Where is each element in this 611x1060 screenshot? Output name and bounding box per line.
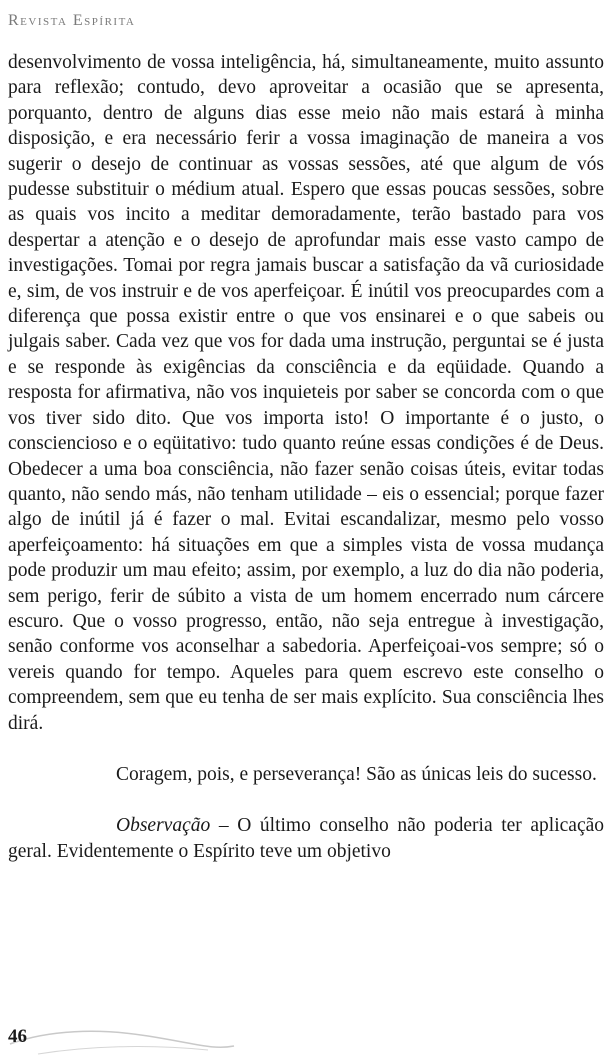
page-number: 46 <box>8 1026 27 1047</box>
document-page <box>8 0 604 1060</box>
page-flourish-ornament <box>8 1020 238 1060</box>
paragraph-encouragement: Coragem, pois, e perseverança! São as únicas leis do sucesso. <box>116 763 597 785</box>
running-head: Revista Espírita <box>8 12 136 29</box>
paragraph-main: desenvolvimento de vossa inteligência, há, simultaneamente, muito assunto para reflexão; contudo, devo aproveitar a ocasião que se apresenta, porquanto, dentro de alguns dias esse meio não mais estará à minha disposição, e era necessário ferir a vossa imaginação de maneira a vos sugerir o desejo de continuar as vossas sessões, até que algum de vós pudesse substituir o médium atual. Espero que essas poucas sessões, sobre as quais vos incito a meditar demoradamente, terão bastado para vos despertar a atenção e o desejo de aprofundar mais esse vasto campo de investigações. Tomai por regra jamais buscar a satisfação da vã curiosidade e, sim, de vos instruir e de vos aperfeiçoar. É inútil vos preocupardes com a diferença que possa existir entre o que vos ensinarei e o que sabeis ou julgais saber. Cada vez que vos for dada uma instrução, perguntai se é justa e se responde às exigências da consciência e da eqüidade. Quando a resposta for afirmativa, não vos inquieteis por saber se concorda com o que vos tiver sido dito. Que vos importa isto! O importante é o justo, o consciencioso e o eqüitativo: tudo quanto reúne essas condições é de Deus. Obedecer a uma boa consciência, não fazer senão coisas úteis, evitar todas quanto, não sendo más, não tenham utilidade – eis o essencial; porque fazer algo de inútil já é fazer o mal. Evitai escandalizar, mesmo pelo vosso aperfeiçoamento: há situações em que a simples vista de vossa mudança pode produzir um mau efeito; assim, por exemplo, a luz do dia não poderia, sem perigo, ferir de súbito a vista de um homem encerrado num cárcere escuro. Que o vosso progresso, então, não seja entregue à investigação, senão conforme vos aconselhar a sabedoria. Aperfeiçoai-vos sempre; só o vereis quando for tempo. Aqueles para quem escrevo este conselho o compreendem, sem que eu tenha de ser mais explícito. Sua consciência lhes dirá. <box>8 52 604 734</box>
observation-label: Observação <box>116 815 211 837</box>
body-text <box>8 50 604 864</box>
observation-text: – O último conselho não poderia ter aplicação geral. Evidentemente o Espírito teve um objetivo <box>8 815 604 862</box>
paragraph-observation <box>8 813 604 864</box>
